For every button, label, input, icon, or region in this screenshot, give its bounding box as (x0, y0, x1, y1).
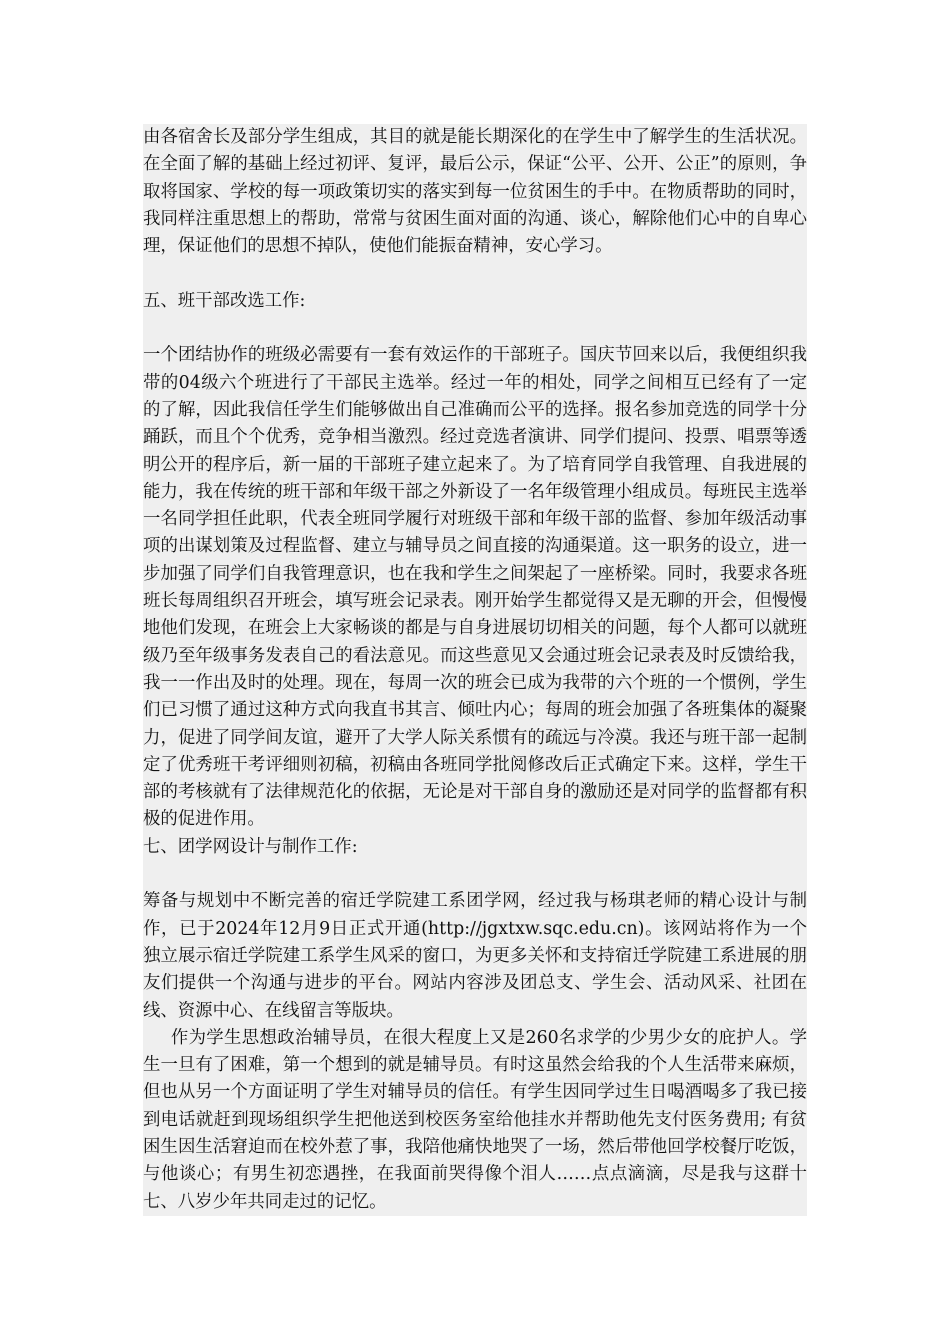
spacer (143, 315, 807, 342)
paragraph-poverty-aid: 由各宿舍长及部分学生组成，其目的就是能长期深化的在学生中了解学生的生活状况。在全面了解的基础上经过初评、复评，最后公示，保证“公平、公开、公正”的原则，争取将国家、学校的每一项政策切实的落实到每一位贫困生的手中。在物质帮助的同时，我同样注重思想上的帮助，常常与贫困生面对面的沟通、谈心，解除他们心中的自卑心理，保证他们的思想不掉队，使他们能振奋精神，安心学习。 (143, 124, 807, 260)
spacer (143, 861, 807, 888)
paragraph-website: 筹备与规划中不断完善的宿迁学院建工系团学网，经过我与杨琪老师的精心设计与制作，已于2024年12月9日正式开通(http://jgxtxw.sqc.edu.cn)。该网站将作为一个独立展示宿迁学院建工系学生风采的窗口，为更多关怀和支持宿迁学院建工系进展的朋友们提供一个沟通与进步的平台。网站内容涉及团总支、学生会、活动风采、社团在线、资源中心、在线留言等版块。 (143, 888, 807, 1024)
document-page (143, 124, 807, 1216)
paragraph-counselor-role: 作为学生思想政治辅导员，在很大程度上又是260名求学的少男少女的庇护人。学生一旦有了困难，第一个想到的就是辅导员。有时这虽然会给我的个人生活带来麻烦，但也从另一个方面证明了学生对辅导员的信任。有学生因同学过生日喝酒喝多了我已接到电话就赶到现场组织学生把他送到校医务室给他挂水并帮助他先支付医务费用; 有贫困生因生活窘迫而在校外惹了事，我陪他痛快地哭了一场，然后带他回学校餐厅吃饭，与他谈心；有男生初恋遇挫，在我面前哭得像个泪人……点点滴滴，尽是我与这群十七、八岁少年共同走过的记忆。 (143, 1025, 807, 1216)
section-heading-cadre-election: 五、班干部改选工作: (143, 288, 807, 315)
paragraph-cadre-election: 一个团结协作的班级必需要有一套有效运作的干部班子。国庆节回来以后，我便组织我带的04级六个班进行了干部民主选举。经过一年的相处，同学之间相互已经有了一定的了解，因此我信任学生们能够做出自己准确而公平的选择。报名参加竞选的同学十分踊跃，而且个个优秀，竞争相当激烈。经过竞选者演讲、同学们提问、投票、唱票等透明公开的程序后，新一届的干部班子建立起来了。为了培育同学自我管理、自我进展的能力，我在传统的班干部和年级干部之外新设了一名年级管理小组成员。每班民主选举一名同学担任此职，代表全班同学履行对班级干部和年级干部的监督、参加年级活动事项的出谋划策及过程监督、建立与辅导员之间直接的沟通渠道。这一职务的设立，进一步加强了同学们自我管理意识，也在我和学生之间架起了一座桥梁。同时，我要求各班班长每周组织召开班会，填写班会记录表。刚开始学生都觉得又是无聊的开会，但慢慢地他们发现，在班会上大家畅谈的都是与自身进展切切相关的问题，每个人都可以就班级乃至年级事务发表自己的看法意见。而这些意见又会通过班会记录表及时反馈给我，我一一作出及时的处理。现在，每周一次的班会已成为我带的六个班的一个惯例，学生们已习惯了通过这种方式向我直书其言、倾吐内心；每周的班会加强了各班集体的凝聚力，促进了同学间友谊，避开了大学人际关系惯有的疏远与冷漠。我还与班干部一起制定了优秀班干考评细则初稿，初稿由各班同学批阅修改后正式确定下来。这样，学生干部的考核就有了法律规范化的依据，无论是对干部自身的激励还是对同学的监督都有积极的促进作用。 (143, 342, 807, 833)
spacer (143, 260, 807, 287)
section-heading-website: 七、团学网设计与制作工作: (143, 834, 807, 861)
